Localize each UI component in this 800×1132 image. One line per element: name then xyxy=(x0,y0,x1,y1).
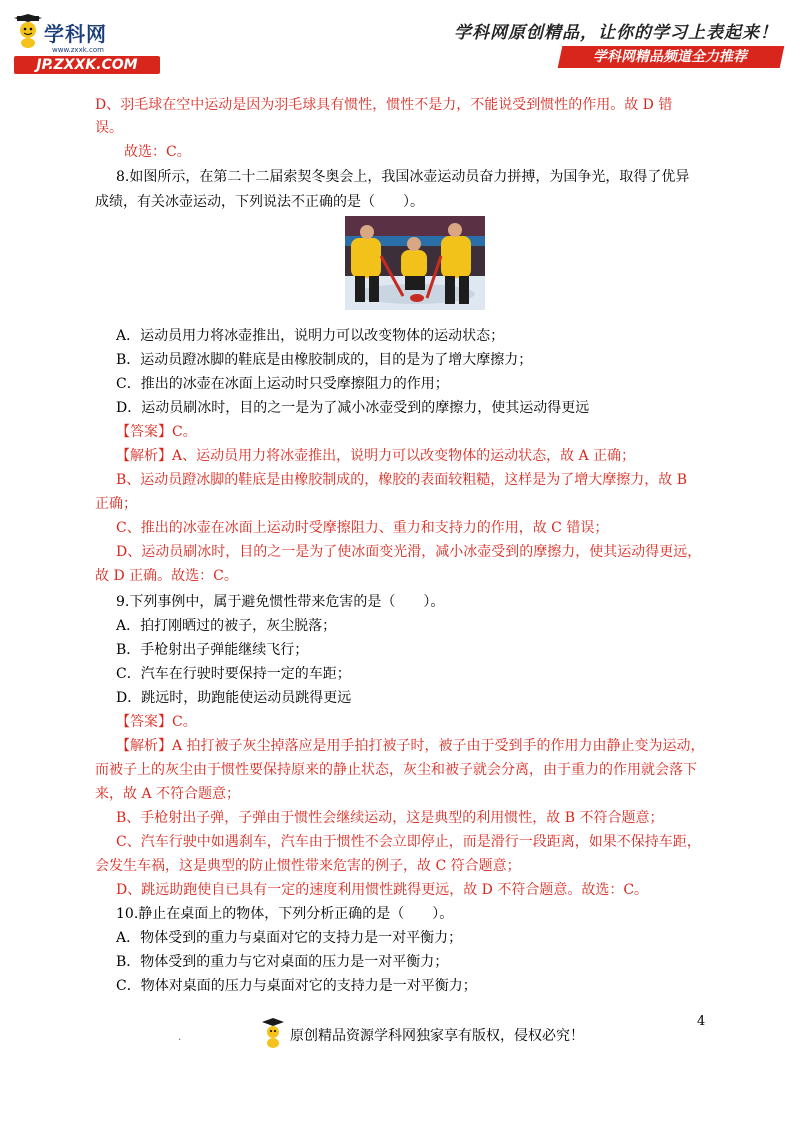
text-line: C．物体对桌面的压力与桌面对它的支持力是一对平衡力； xyxy=(116,978,477,994)
logo-title: 学科网 xyxy=(44,22,107,46)
text-line: C、推出的冰壶在冰面上运动时受摩擦阻力、重力和支持力的作用，故 C 错误； xyxy=(116,520,609,536)
header-slogan: 学科网原创精品，让你的学习上表起来！ xyxy=(454,23,778,43)
page-header xyxy=(0,0,800,80)
text-line: D、跳远助跑使自已具有一定的速度利用惯性跳得更远，故 D 不符合题意。故选：C。 xyxy=(116,882,649,898)
text-line: 8.如图所示，在第二十二届索契冬奥会上，我国冰壶运动员奋力拼搏，为国争光，取得了优异 xyxy=(116,169,690,185)
text-line: C．推出的冰壶在冰面上运动时只受摩擦阻力的作用； xyxy=(116,376,449,392)
text-line: 而被子上的灰尘由于惯性要保持原来的静止状态，灰尘和被子就会分离，由于重力的作用就会落下 xyxy=(95,762,697,778)
logo-url: JP.ZXXK.COM xyxy=(14,56,160,74)
text-line: 故选：C。 xyxy=(124,144,191,160)
text-line: C．汽车在行驶时要保持一定的车距； xyxy=(116,666,351,682)
page-number: 4 xyxy=(697,1014,706,1029)
text-line: A．拍打刚晒过的被子，灰尘脱落； xyxy=(116,618,337,634)
text-line: 成绩，有关冰壶运动，下列说法不正确的是（ ）。 xyxy=(95,194,424,210)
text-line: 来，故 A 不符合题意； xyxy=(95,786,241,802)
logo-site: www.zxxk.com xyxy=(52,46,104,54)
footer-mascot-icon xyxy=(262,1018,284,1048)
text-line: 故 D 正确。故选：C。 xyxy=(95,568,238,584)
text-line: 【解析】A 拍打被子灰尘掉落应是用手拍打被子时，被子由于受到手的作用力由静止变为运动， xyxy=(116,738,705,754)
text-line: B．手枪射出子弹能继续飞行； xyxy=(116,642,309,658)
text-line: A．运动员用力将冰壶推出，说明力可以改变物体的运动状态； xyxy=(116,328,505,344)
mascot-icon xyxy=(14,14,44,48)
text-line: 9.下列事例中，属于避免惯性带来危害的是（ ）。 xyxy=(116,594,445,610)
text-line: 【解析】A、运动员用力将冰壶推出，说明力可以改变物体的运动状态，故 A 正确； xyxy=(116,448,636,464)
text-line: C、汽车行驶中如遇刹车，汽车由于惯性不会立即停止，而是滑行一段距离，如果不保持车距， xyxy=(116,834,701,850)
text-line: D．运动员刷冰时，目的之一是为了减小冰壶受到的摩擦力，使其运动得更远 xyxy=(116,400,590,416)
text-line: A．物体受到的重力与桌面对它的支持力是一对平衡力； xyxy=(116,930,463,946)
text-line: 误。 xyxy=(95,120,123,136)
text-line: 【答案】C。 xyxy=(116,424,197,440)
text-line: 会发生车祸，这是典型的防止惯性带来危害的例子，故 C 符合题意； xyxy=(95,858,521,874)
curling-photo xyxy=(345,216,485,310)
footer-dot: . xyxy=(178,1032,182,1043)
text-line: 正确； xyxy=(95,496,137,512)
channel-banner[interactable]: 学科网精品频道全力推荐 xyxy=(558,46,785,68)
text-line: D．跳远时，助跑能使运动员跳得更远 xyxy=(116,690,352,706)
text-line: B、运动员蹬冰脚的鞋底是由橡胶制成的，橡胶的表面较粗糙，这样是为了增大摩擦力，故 B xyxy=(116,472,688,488)
text-line: B、手枪射出子弹，子弹由于惯性会继续运动，这是典型的利用惯性，故 B 不符合题意； xyxy=(116,810,664,826)
text-line: D、羽毛球在空中运动是因为羽毛球具有惯性，惯性不是力，不能说受到惯性的作用。故 D 错 xyxy=(95,97,673,113)
zxxk-logo[interactable] xyxy=(14,14,162,76)
text-line: 【答案】C。 xyxy=(116,714,197,730)
text-line: B．物体受到的重力与它对桌面的压力是一对平衡力； xyxy=(116,954,449,970)
text-line: D、运动员刷冰时，目的之一是为了使冰面变光滑，减小冰壶受到的摩擦力，使其运动得更远， xyxy=(116,544,702,560)
text-line: B．运动员蹬冰脚的鞋底是由橡胶制成的，目的是为了增大摩擦力； xyxy=(116,352,533,368)
text-line: 10.静止在桌面上的物体，下列分析正确的是（ ）。 xyxy=(116,906,454,922)
footer-copyright: 原创精品资源学科网独家享有版权，侵权必究！ xyxy=(290,1028,584,1044)
